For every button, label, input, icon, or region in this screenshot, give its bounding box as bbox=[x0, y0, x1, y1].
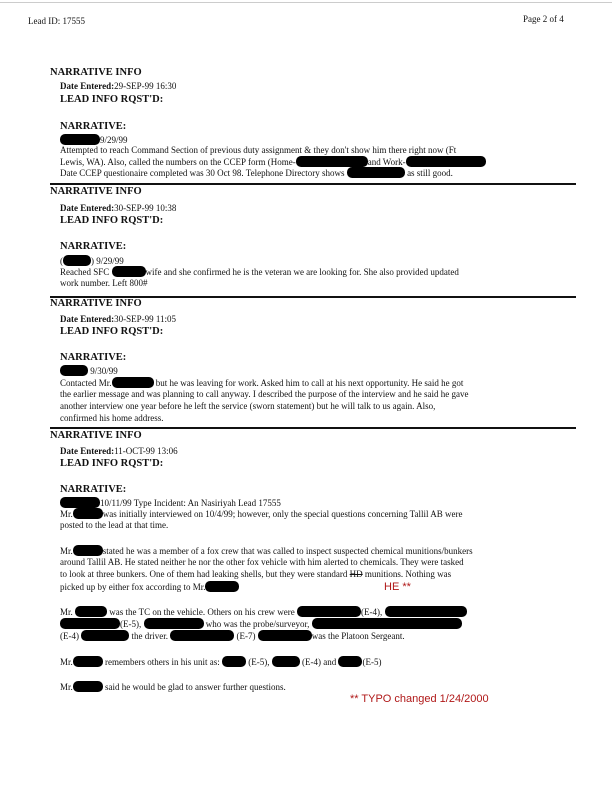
narrative-line: Reached SFC wife and she confirmed he is the veteran we are looking for. She also provided updated bbox=[60, 267, 459, 277]
redaction bbox=[222, 656, 246, 667]
typo-correction-note: ** TYPO changed 1/24/2000 bbox=[350, 693, 489, 705]
redaction bbox=[63, 255, 91, 266]
redaction bbox=[73, 681, 103, 692]
narrative-line: the earlier message and was planning to call anyway. I described the purpose of the interview and he said he gave bbox=[60, 389, 469, 399]
lead-info-rqstd: LEAD INFO RQST'D: bbox=[60, 326, 164, 337]
narrative-date: ( ) 9/29/99 bbox=[60, 256, 124, 266]
redaction bbox=[60, 618, 120, 629]
section-divider bbox=[50, 183, 576, 185]
narrative-line: Date CCEP questionaire completed was 30 Oct 98. Telephone Directory shows as still good. bbox=[60, 168, 453, 178]
redaction bbox=[297, 606, 361, 617]
narrative-date: 10/11/99 Type Incident: An Nasiriyah Lead 17555 bbox=[60, 497, 281, 509]
lead-info-rqstd: LEAD INFO RQST'D: bbox=[60, 458, 164, 469]
narrative-label: NARRATIVE: bbox=[60, 484, 127, 495]
entry-title: NARRATIVE INFO bbox=[50, 67, 142, 78]
lead-info-rqstd: LEAD INFO RQST'D: bbox=[60, 215, 164, 226]
narrative-line: Mr. said he would be glad to answer further questions. bbox=[60, 682, 286, 692]
narrative-date: 9/30/99 bbox=[60, 365, 118, 377]
narrative-line: Attempted to reach Command Section of previous duty assignment & they don't show him there right now (Ft bbox=[60, 145, 457, 155]
narrative-line: to look at three bunkers. One of them had leaking shells, but they were standard HD munitions. Nothing was bbox=[60, 569, 452, 579]
narrative-line: (E-5), who was the probe/surveyor, bbox=[60, 618, 462, 630]
date-entered: Date Entered:30-SEP-99 10:38 bbox=[60, 203, 177, 213]
redaction bbox=[258, 630, 312, 641]
redaction bbox=[60, 134, 100, 145]
narrative-label: NARRATIVE: bbox=[60, 121, 127, 132]
narrative-line: around Tallil AB. He stated neither he nor the other fox vehicle with him alerted to chemicals. They were tasked bbox=[60, 557, 464, 567]
narrative-label: NARRATIVE: bbox=[60, 241, 127, 252]
redaction bbox=[60, 497, 100, 508]
narrative-line: confirmed his home address. bbox=[60, 413, 164, 423]
narrative-label: NARRATIVE: bbox=[60, 352, 127, 363]
redaction bbox=[312, 618, 462, 629]
redaction bbox=[170, 630, 234, 641]
date-entered: Date Entered:29-SEP-99 16:30 bbox=[60, 81, 177, 91]
redaction bbox=[272, 656, 300, 667]
redaction bbox=[296, 156, 368, 167]
narrative-line: Mr. was the TC on the vehicle. Others on his crew were (E-4), bbox=[60, 606, 467, 618]
redaction bbox=[144, 618, 204, 629]
narrative-line: Mr. remembers others in his unit as: (E-5), (E-4) and (E-5) bbox=[60, 657, 382, 667]
redaction bbox=[205, 581, 239, 592]
lead-id: Lead ID: 17555 bbox=[28, 16, 85, 26]
redaction bbox=[75, 606, 107, 617]
redaction bbox=[73, 545, 103, 556]
narrative-line: (E-4) the driver. (E-7) was the Platoon Sergeant. bbox=[60, 631, 405, 641]
narrative-line: Lewis, WA). Also, called the numbers on the CCEP form (Home- and Work- bbox=[60, 156, 486, 168]
redaction bbox=[73, 508, 103, 519]
redaction bbox=[60, 365, 88, 376]
redaction bbox=[112, 266, 146, 277]
redaction bbox=[73, 656, 103, 667]
narrative-line: posted to the lead at that time. bbox=[60, 520, 169, 530]
narrative-date: 9/29/99 bbox=[60, 134, 128, 146]
entry-title: NARRATIVE INFO bbox=[50, 298, 142, 309]
date-entered: Date Entered:11-OCT-99 13:06 bbox=[60, 446, 178, 456]
lead-info-rqstd: LEAD INFO RQST'D: bbox=[60, 94, 164, 105]
narrative-line: Mr. stated he was a member of a fox crew that was called to inspect suspected chemical munitions/bunkers bbox=[60, 546, 473, 556]
narrative-line: picked up by either fox according to Mr. bbox=[60, 581, 239, 593]
redaction bbox=[112, 377, 154, 388]
redaction bbox=[406, 156, 486, 167]
narrative-line: Mr. was initially interviewed on 10/4/99; however, only the special questions concerning Tallil AB were bbox=[60, 509, 463, 519]
redaction bbox=[385, 606, 467, 617]
narrative-line: Contacted Mr. but he was leaving for work. Asked him to call at his next opportunity. He said he got bbox=[60, 378, 464, 388]
date-entered: Date Entered:30-SEP-99 11:05 bbox=[60, 314, 176, 324]
redaction bbox=[338, 656, 362, 667]
narrative-line: work number. Left 800# bbox=[60, 278, 148, 288]
page-number: Page 2 of 4 bbox=[523, 14, 564, 24]
scan-edge bbox=[0, 2, 612, 3]
entry-title: NARRATIVE INFO bbox=[50, 430, 142, 441]
entry-title: NARRATIVE INFO bbox=[50, 186, 142, 197]
handwritten-correction: HE ** bbox=[384, 581, 411, 593]
redaction bbox=[81, 630, 129, 641]
narrative-line: another interview one year before he left the service (sworn statement) but he will talk to us again. Also, bbox=[60, 401, 436, 411]
redaction bbox=[347, 167, 405, 178]
section-divider bbox=[50, 427, 576, 429]
